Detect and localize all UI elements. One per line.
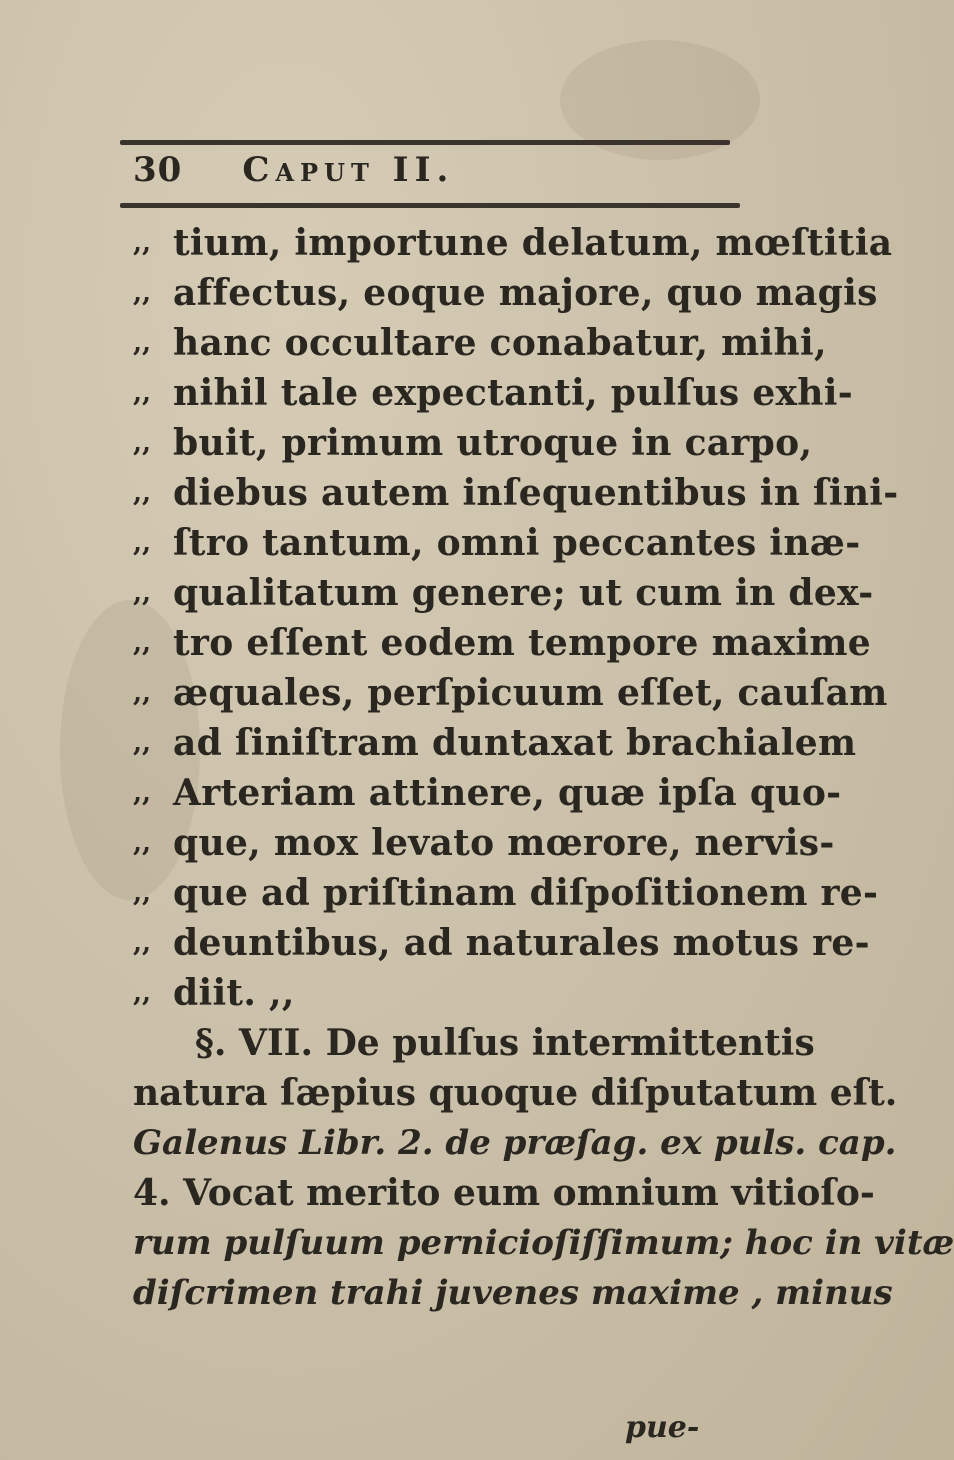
quotation-mark: ,, — [133, 828, 152, 858]
quotation-mark: ,, — [133, 678, 152, 708]
text-line — [133, 268, 878, 318]
running-title: Caput II. — [242, 150, 455, 190]
catchword: pue- — [625, 1410, 700, 1445]
text-line — [133, 618, 871, 668]
quotation-mark: ,, — [133, 928, 152, 958]
line-text: deuntibus, ad naturales motus re- — [173, 922, 870, 964]
text-line — [133, 568, 874, 618]
quotation-mark: ,, — [133, 378, 152, 408]
quotation-mark: ,, — [133, 328, 152, 358]
quotation-mark: ,, — [133, 978, 152, 1008]
text-line — [133, 518, 861, 568]
text-line — [133, 368, 853, 418]
line-text: æquales, perſpicuum eſſet, cauſam — [173, 672, 888, 714]
page-number: 30 — [133, 150, 183, 190]
quotation-mark: ,, — [133, 578, 152, 608]
section-text-line: natura ſæpius quoque diſputatum eſt. — [133, 1072, 898, 1114]
line-text: hanc occultare conabatur, mihi, — [173, 322, 827, 364]
quotation-mark: ,, — [133, 478, 152, 508]
quotation-mark: ,, — [133, 428, 152, 458]
header-rule-top — [120, 140, 730, 145]
quotation-mark: ,, — [133, 528, 152, 558]
quotation-mark: ,, — [133, 878, 152, 908]
quotation-mark: ,, — [133, 278, 152, 308]
text-line — [133, 218, 893, 268]
line-text: diit. ,, — [173, 972, 295, 1014]
line-text: que ad priſtinam diſpoſitionem re- — [173, 872, 879, 914]
quotation-mark: ,, — [133, 728, 152, 758]
line-text: ſtro tantum, omni peccantes inæ- — [173, 522, 861, 564]
body-text — [133, 218, 954, 1318]
line-text: qualitatum genere; ut cum in dex- — [173, 572, 874, 614]
section-text-line-roman: 4. Vocat merito eum omnium vitioſo- — [133, 1172, 875, 1214]
text-line — [133, 418, 813, 468]
line-text: affectus, eoque majore, quo magis — [173, 272, 878, 314]
header-rule-bottom — [120, 203, 740, 208]
page-header — [133, 150, 454, 198]
text-line — [133, 468, 899, 518]
line-text: que, mox levato mœrore, nervis- — [173, 822, 835, 864]
text-line — [133, 968, 773, 1018]
section-text-line-italic: diſcrimen trahi juvenes maxime , minus — [133, 1273, 893, 1313]
text-line — [133, 318, 827, 368]
text-line — [133, 768, 842, 818]
text-line — [133, 718, 857, 768]
line-text: tium, importune delatum, mœſtitia — [173, 222, 893, 264]
quotation-mark: ,, — [133, 628, 152, 658]
quotation-mark: ,, — [133, 778, 152, 808]
text-line — [133, 668, 888, 718]
text-line — [133, 918, 870, 968]
line-text: ad ſiniſtram duntaxat brachialem — [173, 722, 857, 764]
line-text: diebus autem inſequentibus in ſini- — [173, 472, 899, 514]
line-text: buit, primum utroque in carpo, — [173, 422, 813, 464]
line-text: nihil tale expectanti, pulſus exhi- — [173, 372, 853, 414]
section-text-line — [133, 1168, 875, 1218]
line-text: Arteriam attinere, quæ ipſa quo- — [173, 772, 842, 814]
quotation-mark: ,, — [133, 228, 152, 258]
section-text-line-italic: rum pulſuum pernicioſiſſimum; hoc in vitæ — [133, 1223, 954, 1263]
text-line — [133, 868, 879, 918]
line-text: tro eſſent eodem tempore maxime — [173, 622, 871, 664]
section-heading: §. VII. De pulſus intermittentis — [195, 1022, 815, 1064]
citation-line: Galenus Libr. 2. de præſag. ex puls. cap. — [133, 1123, 897, 1163]
text-line — [133, 818, 835, 868]
